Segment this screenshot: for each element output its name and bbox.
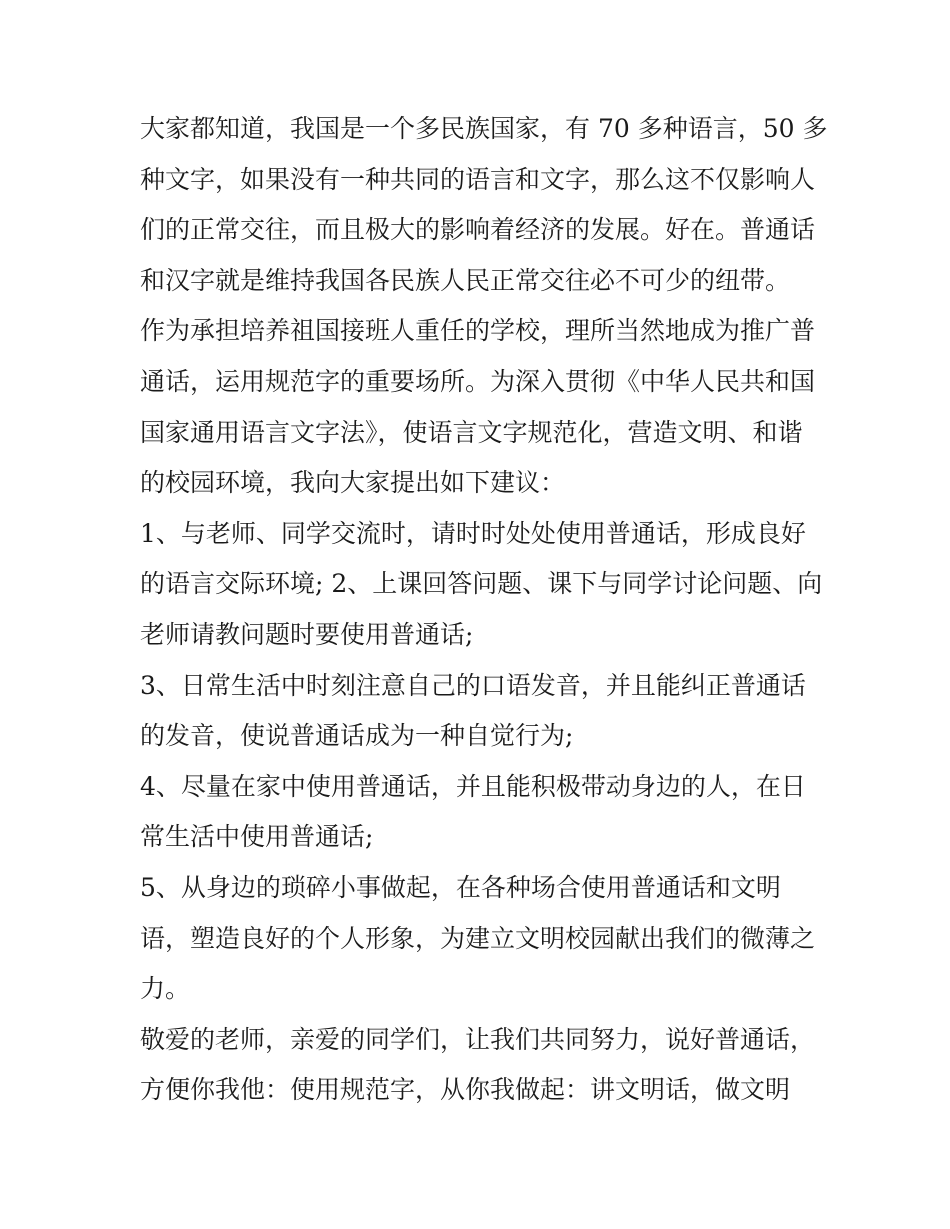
paragraph-suggestion-3	[140, 661, 816, 762]
text-line: 作为承担培养祖国接班人重任的学校，理所当然地成为推广普	[140, 316, 816, 346]
document-body	[140, 104, 828, 1116]
text-line: 通话，运用规范字的重要场所。为深入贯彻《中华人民共和国	[140, 366, 816, 396]
text-line: 力。	[140, 974, 191, 1004]
paragraph-intro	[140, 104, 828, 306]
text-line: 的校园环境，我向大家提出如下建议：	[140, 468, 566, 498]
paragraph-closing	[140, 1015, 816, 1116]
text-line: 1、与老师、同学交流时，请时时处处使用普通话，形成良好	[140, 518, 806, 548]
text-line: 们的正常交往，而且极大的影响着经济的发展。好在。普通话	[140, 215, 816, 245]
text-line: 敬爱的老师，亲爱的同学们，让我们共同努力，说好普通话，	[140, 1024, 816, 1054]
text-line: 大家都知道，我国是一个多民族国家，有 70 多种语言，50 多	[140, 114, 828, 143]
paragraph-suggestion-5	[140, 863, 816, 1015]
text-line: 国家通用语言文字法》，使语言文字规范化，营造文明、和谐	[140, 417, 803, 447]
paragraph-school-role	[140, 306, 816, 508]
text-line: 4、尽量在家中使用普通话，并且能积极带动身边的人，在日	[140, 771, 806, 801]
text-line: 常生活中使用普通话;	[140, 822, 374, 852]
text-line: 老师请教问题时要使用普通话;	[140, 619, 474, 649]
text-line: 种文字，如果没有一种共同的语言和文字，那么这不仅影响人	[140, 164, 816, 194]
text-line: 5、从身边的琐碎小事做起，在各种场合使用普通话和文明	[140, 872, 781, 902]
text-line: 和汉字就是维持我国各民族人民正常交往必不可少的纽带。	[140, 265, 791, 295]
paragraph-suggestion-4	[140, 762, 816, 863]
text-line: 的语言交际环境; 2、上课回答问题、课下与同学讨论问题、向	[140, 569, 823, 599]
text-line: 3、日常生活中时刻注意自己的口语发音，并且能纠正普通话	[140, 670, 806, 700]
paragraph-suggestion-1-2	[140, 509, 823, 661]
text-line: 语，塑造良好的个人形象，为建立文明校园献出我们的微薄之	[140, 923, 816, 953]
text-line: 的发音，使说普通话成为一种自觉行为;	[140, 721, 574, 751]
text-line: 方便你我他：使用规范字，从你我做起：讲文明话，做文明	[140, 1075, 791, 1105]
